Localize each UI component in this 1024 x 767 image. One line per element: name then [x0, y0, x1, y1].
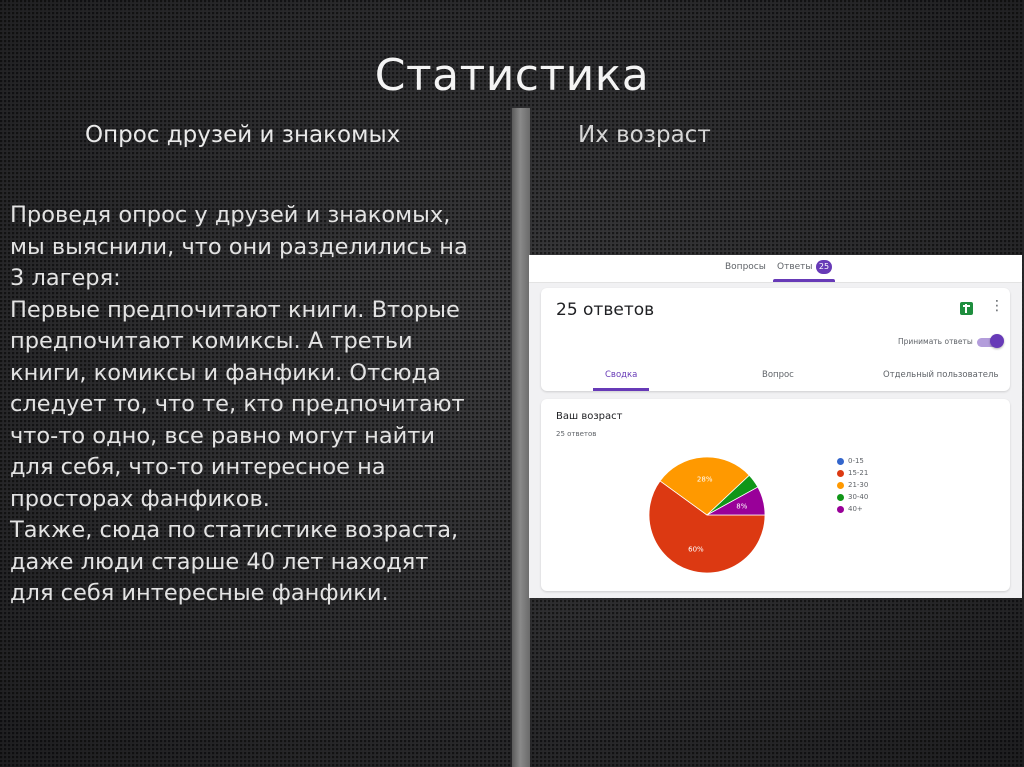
form-responses-screenshot [529, 255, 1022, 598]
tab-question[interactable]: Вопрос [762, 370, 794, 380]
legend-label: 21-30 [848, 481, 869, 489]
legend-swatch [837, 506, 844, 513]
legend-label: 40+ [848, 505, 863, 513]
vertical-divider [512, 108, 530, 767]
active-subtab-indicator [593, 388, 649, 391]
body-line: книги, комиксы и фанфики. Отсюда [10, 359, 441, 386]
accept-responses-label: Принимать ответы [898, 337, 973, 346]
legend-swatch [837, 470, 844, 477]
tab-answers[interactable]: Ответы [777, 262, 813, 272]
chart-subtitle: 25 ответов [556, 430, 597, 438]
body-line: Проведя опрос у друзей и знакомых, [10, 202, 451, 228]
body-line: предпочитают комиксы. А третьи [10, 328, 413, 354]
body-line: для себя интересные фанфики. [10, 580, 389, 606]
pie-data-label: 60% [688, 545, 704, 554]
left-subtitle: Опрос друзей и знакомых [85, 122, 401, 148]
legend-label: 15-21 [848, 469, 869, 477]
chart-title: Ваш возраст [556, 411, 623, 422]
question-chart-card [541, 399, 1010, 591]
body-line: что-то одно, все равно могут найти [10, 422, 435, 449]
right-subtitle: Их возраст [578, 122, 711, 148]
more-vert-icon[interactable]: ⋮ [990, 298, 1004, 314]
body-line: Также, сюда по статистике возраста, [10, 517, 459, 543]
body-text [10, 200, 500, 610]
body-line: для себя, что-то интересное на [10, 454, 386, 480]
tab-individual[interactable]: Отдельный пользователь [883, 370, 999, 380]
legend-label: 0-15 [848, 457, 864, 465]
active-tab-indicator [773, 279, 835, 282]
body-line: даже люди старше 40 лет находят [10, 548, 429, 575]
body-line: просторах фанфиков. [10, 485, 270, 512]
body-line: 3 лагеря: [10, 265, 121, 291]
legend-swatch [837, 482, 844, 489]
tab-questions[interactable]: Вопросы [725, 262, 766, 272]
pie-chart [541, 399, 1010, 591]
body-line: следует то, что те, кто предпочитают [10, 391, 465, 417]
sheets-icon[interactable] [960, 302, 973, 315]
response-count: 25 ответов [556, 300, 655, 320]
body-line: Первые предпочитают книги. Вторые [10, 296, 460, 323]
legend-swatch [837, 458, 844, 465]
slide-title: Статистика [374, 50, 650, 101]
answers-count-badge: 25 [816, 260, 832, 274]
toggle-knob[interactable] [990, 334, 1004, 348]
tab-summary[interactable]: Сводка [605, 370, 638, 380]
legend-label: 30-40 [848, 493, 869, 501]
responses-header-card [541, 288, 1010, 391]
legend-swatch [837, 494, 844, 501]
pie-data-label: 28% [696, 475, 713, 484]
body-line: мы выяснили, что они разделились на [10, 233, 468, 260]
pie-data-label: 8% [736, 502, 748, 511]
form-tabs [529, 255, 1022, 283]
